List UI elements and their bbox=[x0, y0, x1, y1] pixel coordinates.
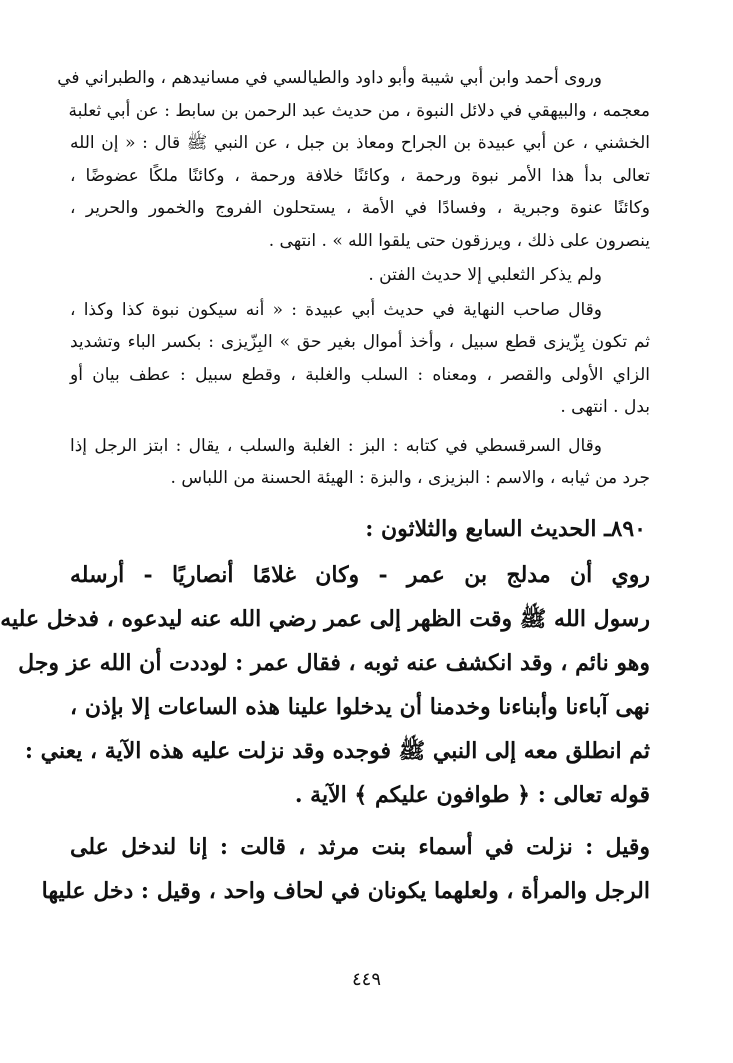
text-line: ينصرون على ذلك ، ويرزقون حتى يلقوا الله » . انتهى . bbox=[268, 230, 650, 251]
paragraph-nihaya bbox=[70, 294, 650, 424]
page-body bbox=[0, 62, 650, 913]
page-number: ٤٤٩ bbox=[351, 969, 381, 990]
text-line: وقيل : نزلت في أسماء بنت مرثد ، قالت : إنا لندخل على bbox=[70, 833, 650, 860]
paragraph-thalabi bbox=[70, 259, 650, 292]
text-line: معجمه ، والبيهقي في دلائل النبوة ، من حديث عبد الرحمن بن سابط : عن أبي ثعلبة bbox=[68, 100, 650, 121]
text-line: قوله تعالى : ﴿ طوافون عليكم ﴾ الآية . bbox=[294, 781, 650, 808]
text-line: رسول الله ﷺ وقت الظهر إلى عمر رضي الله عنه ليدعوه ، فدخل عليه bbox=[0, 605, 650, 632]
text-line: وهو نائم ، وقد انكشف عنه ثوبه ، فقال عمر : لوددت أن الله عز وجل bbox=[18, 649, 650, 676]
text-line: ثم انطلق معه إلى النبي ﷺ فوجده وقد نزلت عليه هذه الآية ، يعني : bbox=[24, 737, 650, 764]
text-line: جرد من ثيابه ، والاسم : البزيزى ، والبزة : الهيئة الحسنة من اللباس . bbox=[170, 468, 650, 488]
text-line: وروى أحمد وابن أبي شيبة وأبو داود والطيالسي في مسانيدهم ، والطبراني في bbox=[57, 68, 602, 88]
text-line: الرجل والمرأة ، ولعلهما يكونان في لحاف واحد ، وقيل : دخل عليها bbox=[41, 877, 650, 904]
text-line: الزاي الأولى والقصر ، ومعناه : السلب والغلبة ، وقطع سبيل : عطف بيان أو bbox=[70, 364, 650, 385]
text-line: وقال السرقسطي في كتابه : البز : الغلبة والسلب ، يقال : ابتز الرجل إذا bbox=[70, 435, 602, 456]
text-line: ثم تكون بِزّيزى قطع سبيل ، وأخذ أموال بغير حق » البِزّيزى : بكسر الباء وتشديد bbox=[70, 332, 650, 352]
text-line: الخشني ، عن أبي عبيدة بن الجراح ومعاذ بن جبل ، عن النبي ﷺ قال : « إن الله bbox=[70, 133, 650, 153]
text-line: وكائنًا عنوة وجبرية ، وفسادًا في الأمة ، يستحلون الفروج والخمور والحرير ، bbox=[70, 198, 650, 218]
text-line: تعالى بدأ هذا الأمر نبوة ورحمة ، وكائنًا خلافة ورحمة ، وكائنًا ملكًا عضوضًا ، bbox=[70, 165, 650, 186]
text-line: روي أن مدلج بن عمر - وكان غلامًا أنصاريًا - أرسله bbox=[70, 561, 650, 588]
text-line: نهى آباءنا وأبناءنا وخدمنا أن يدخلوا علينا هذه الساعات إلا بإذن ، bbox=[70, 693, 650, 720]
commentary bbox=[41, 825, 650, 913]
text-line: بدل . انتهى . bbox=[560, 397, 650, 417]
text-line: ولم يذكر الثعلبي إلا حديث الفتن . bbox=[368, 265, 602, 285]
hadith-text bbox=[0, 553, 650, 817]
paragraph-saraqusti bbox=[70, 430, 650, 495]
text-line: وقال صاحب النهاية في حديث أبي عبيدة : « أنه سيكون نبوة كذا وكذا ، bbox=[70, 299, 602, 320]
hadith-heading: ٨٩٠ـ الحديث السابع والثلاثون : bbox=[365, 515, 646, 542]
paragraph-musnad bbox=[57, 62, 650, 257]
